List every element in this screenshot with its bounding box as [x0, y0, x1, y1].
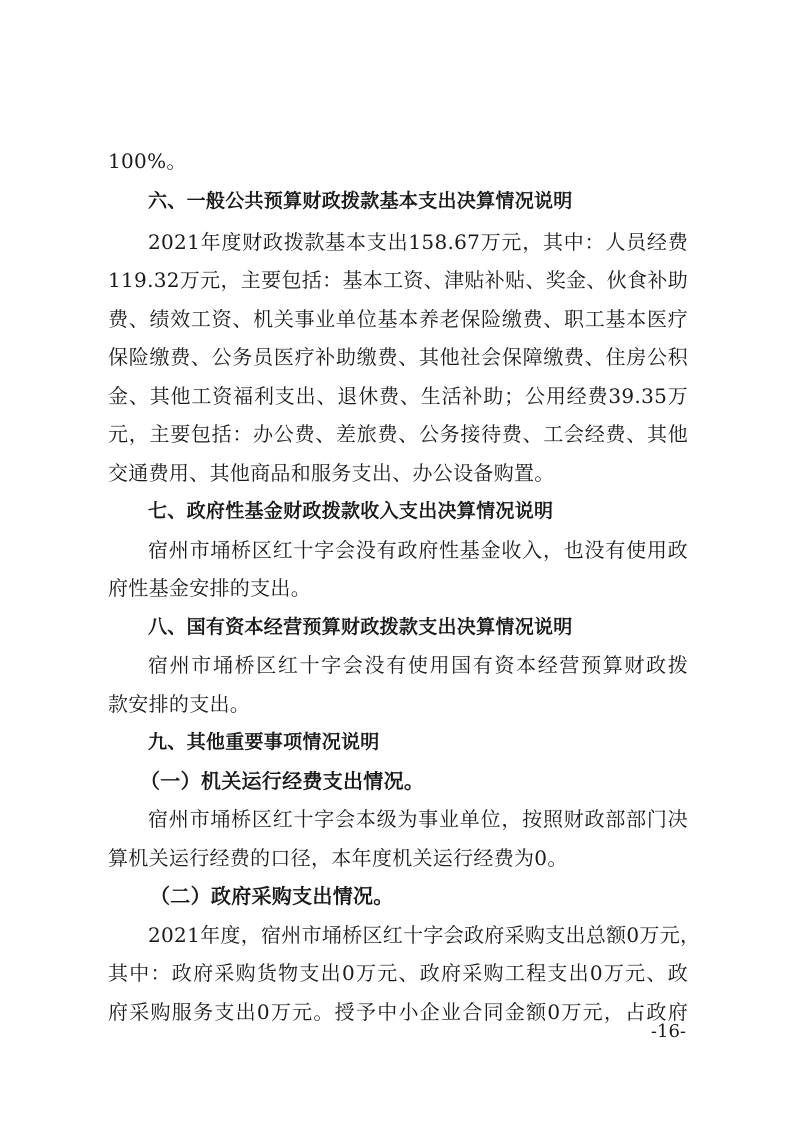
section-heading-9: 九、其他重要事项情况说明: [148, 731, 380, 753]
section-heading-6: 六、一般公共预算财政拨款基本支出决算情况说明: [148, 190, 573, 212]
paragraph-line: 算机关运行经费的口径，本年度机关运行经费为0。: [108, 846, 568, 870]
paragraph-line: 款安排的支出。: [108, 692, 251, 716]
page-number: -16-: [650, 1021, 686, 1042]
paragraph-line: 元，主要包括：办公费、差旅费、公务接待费、工会经费、其他: [108, 422, 688, 446]
paragraph-line: 府性基金安排的支出。: [108, 576, 311, 600]
paragraph-line: 2021年度，宿州市埇桥区红十字会政府采购支出总额0万元，: [148, 923, 701, 947]
subsection-heading-1: （一）机关运行经费支出情况。: [140, 769, 425, 793]
paragraph-line: 保险缴费、公务员医疗补助缴费、其他社会保障缴费、住房公积: [108, 345, 688, 369]
section-heading-8: 八、国有资本经营预算财政拨款支出决算情况说明: [148, 616, 573, 638]
paragraph-line: 宿州市埇桥区红十字会本级为事业单位，按照财政部部门决: [148, 807, 688, 831]
paragraph-line: 府采购服务支出0万元。授予中小企业合同金额0万元，占政府: [108, 1000, 688, 1024]
paragraph-line: 金、其他工资福利支出、退休费、生活补助；公用经费39.35万: [108, 384, 688, 408]
paragraph-line: 其中：政府采购货物支出0万元、政府采购工程支出0万元、政: [108, 961, 688, 985]
section-heading-7: 七、政府性基金财政拨款收入支出决算情况说明: [148, 500, 554, 522]
paragraph-line: 2021年度财政拨款基本支出158.67万元，其中：人员经费: [148, 230, 688, 254]
paragraph-line: 宿州市埇桥区红十字会没有政府性基金收入，也没有使用政: [148, 538, 688, 562]
paragraph-line: 交通费用、其他商品和服务支出、办公设备购置。: [108, 461, 555, 485]
subsection-heading-2: （二）政府采购支出情况。: [150, 884, 394, 908]
paragraph-line: 119.32万元，主要包括：基本工资、津贴补贴、奖金、伙食补助: [108, 268, 688, 292]
paragraph-line: 宿州市埇桥区红十字会没有使用国有资本经营预算财政拨: [148, 653, 688, 677]
paragraph-continuation: 100%。: [108, 149, 187, 173]
paragraph-line: 费、绩效工资、机关事业单位基本养老保险缴费、职工基本医疗: [108, 307, 688, 331]
